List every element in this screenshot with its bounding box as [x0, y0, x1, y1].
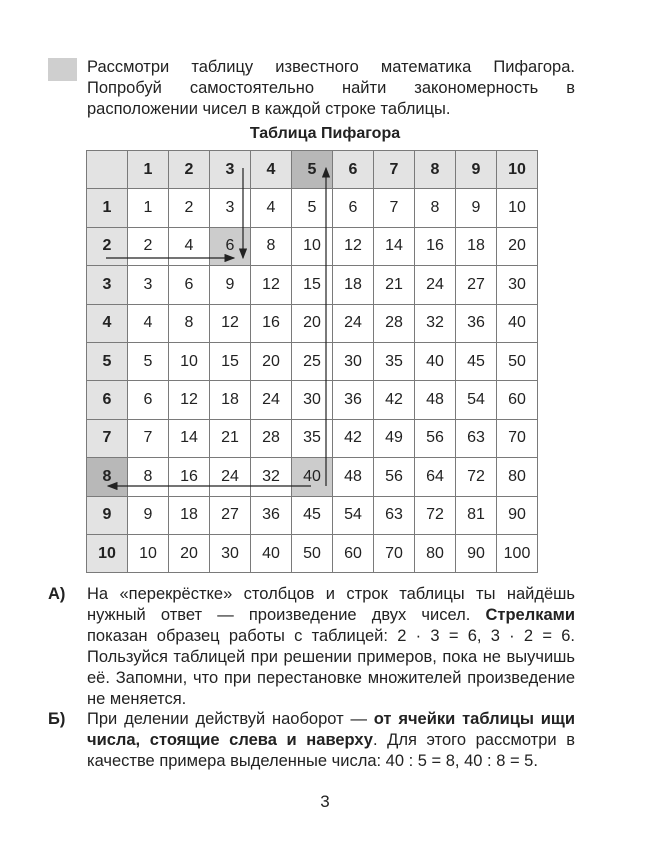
table-cell: 2 [169, 189, 210, 227]
table-cell: 15 [292, 266, 333, 304]
table-cell: 48 [415, 381, 456, 419]
table-cell: 18 [333, 266, 374, 304]
table-cell: 36 [456, 304, 497, 342]
table-cell: 25 [292, 342, 333, 380]
table-cell: 100 [497, 534, 538, 572]
table-cell: 20 [251, 342, 292, 380]
table-cell: 54 [456, 381, 497, 419]
table-cell: 5 [292, 189, 333, 227]
table-row [87, 496, 538, 534]
header-row [87, 151, 538, 189]
table-cell: 54 [333, 496, 374, 534]
table-cell: 40 [497, 304, 538, 342]
table-cell: 7 [374, 189, 415, 227]
paragraph-b [48, 709, 575, 772]
row-header: 7 [87, 419, 128, 457]
table-cell: 30 [210, 534, 251, 572]
table-cell: 16 [251, 304, 292, 342]
paragraph-a-bold: Стрелками [485, 606, 575, 624]
table-cell: 72 [415, 496, 456, 534]
table-cell: 5 [128, 342, 169, 380]
paragraph-b-label: Б) [48, 710, 66, 728]
table-cell: 90 [497, 496, 538, 534]
paragraph-a [48, 584, 575, 710]
table-cell: 18 [169, 496, 210, 534]
row-header: 6 [87, 381, 128, 419]
table-cell: 4 [128, 304, 169, 342]
table-cell: 3 [210, 189, 251, 227]
column-header: 3 [210, 151, 251, 189]
table-cell: 36 [251, 496, 292, 534]
table-cell: 10 [292, 227, 333, 265]
table-cell: 30 [292, 381, 333, 419]
table-cell: 28 [251, 419, 292, 457]
row-header: 9 [87, 496, 128, 534]
table-cell: 10 [128, 534, 169, 572]
table-cell: 20 [497, 227, 538, 265]
corner-cell [87, 151, 128, 189]
table-cell: 12 [210, 304, 251, 342]
column-header: 5 [292, 151, 333, 189]
table-cell: 4 [251, 189, 292, 227]
table-cell: 60 [497, 381, 538, 419]
table-cell: 18 [210, 381, 251, 419]
table-cell: 27 [456, 266, 497, 304]
table-cell: 70 [374, 534, 415, 572]
table-cell: 6 [333, 189, 374, 227]
column-header: 10 [497, 151, 538, 189]
table-cell: 81 [456, 496, 497, 534]
table-cell: 80 [497, 458, 538, 496]
column-header: 8 [415, 151, 456, 189]
table-cell: 42 [374, 381, 415, 419]
table-cell: 8 [251, 227, 292, 265]
table-cell: 45 [456, 342, 497, 380]
table-row [87, 304, 538, 342]
table-row [87, 342, 538, 380]
highlighted-cell: 40 [292, 458, 333, 496]
table-cell: 10 [497, 189, 538, 227]
intro-marker [48, 58, 77, 81]
table-cell: 8 [169, 304, 210, 342]
table-cell: 50 [497, 342, 538, 380]
table-cell: 15 [210, 342, 251, 380]
table-cell: 63 [374, 496, 415, 534]
row-header: 1 [87, 189, 128, 227]
column-header: 2 [169, 151, 210, 189]
row-header: 4 [87, 304, 128, 342]
column-header: 6 [333, 151, 374, 189]
column-header: 7 [374, 151, 415, 189]
table-cell: 64 [415, 458, 456, 496]
paragraph-b-part2: . Для этого рассмотри в качестве примера выделенные числа: 40 : 5 = 8, 40 : 8 = 5. [87, 731, 575, 770]
table-cell: 14 [374, 227, 415, 265]
table-caption: Таблица Пифагора [249, 125, 401, 142]
table-cell: 9 [210, 266, 251, 304]
pythagoras-table-wrapper [86, 150, 538, 573]
table-cell: 24 [251, 381, 292, 419]
table-cell: 12 [333, 227, 374, 265]
paragraph-a-part1: На «перекрёстке» столбцов и строк таблицы ты найдёшь нужный ответ — произведение двух чисел. [87, 585, 575, 624]
table-cell: 10 [169, 342, 210, 380]
table-cell: 30 [497, 266, 538, 304]
table-cell: 6 [169, 266, 210, 304]
table-cell: 48 [333, 458, 374, 496]
intro-text: Рассмотри таблицу известного математика Пифагора. Попробуй самостоятельно найти закономерность в расположении чисел в каждой строке таблицы. [87, 58, 575, 118]
paragraph-b-bold: от ячейки таблицы ищи числа, стоящие слева и наверху [87, 710, 575, 749]
table-cell: 40 [251, 534, 292, 572]
table-cell: 9 [456, 189, 497, 227]
table-cell: 32 [251, 458, 292, 496]
table-cell: 60 [333, 534, 374, 572]
table-cell: 21 [374, 266, 415, 304]
table-cell: 50 [292, 534, 333, 572]
table-cell: 35 [292, 419, 333, 457]
column-header: 9 [456, 151, 497, 189]
table-cell: 16 [169, 458, 210, 496]
table-cell: 1 [128, 189, 169, 227]
row-header: 2 [87, 227, 128, 265]
table-cell: 45 [292, 496, 333, 534]
pythagoras-table [86, 150, 538, 573]
table-cell: 27 [210, 496, 251, 534]
paragraph-b-text [87, 709, 575, 772]
table-cell: 36 [333, 381, 374, 419]
page-number: 3 [320, 792, 330, 811]
table-cell: 56 [415, 419, 456, 457]
table-cell: 24 [333, 304, 374, 342]
table-cell: 20 [169, 534, 210, 572]
table-cell: 12 [251, 266, 292, 304]
table-cell: 2 [128, 227, 169, 265]
table-cell: 4 [169, 227, 210, 265]
table-cell: 35 [374, 342, 415, 380]
table-cell: 8 [415, 189, 456, 227]
table-cell: 24 [415, 266, 456, 304]
table-row [87, 381, 538, 419]
table-cell: 6 [128, 381, 169, 419]
table-cell: 63 [456, 419, 497, 457]
table-cell: 20 [292, 304, 333, 342]
table-cell: 72 [456, 458, 497, 496]
table-cell: 30 [333, 342, 374, 380]
row-header: 3 [87, 266, 128, 304]
table-cell: 9 [128, 496, 169, 534]
table-row [87, 534, 538, 572]
paragraph-a-label: А) [48, 585, 66, 603]
paragraph-a-text [87, 584, 575, 710]
table-row [87, 189, 538, 227]
paragraph-b-part1: При делении действуй наоборот — [87, 710, 374, 728]
table-cell: 18 [456, 227, 497, 265]
table-row [87, 266, 538, 304]
table-cell: 32 [415, 304, 456, 342]
table-cell: 42 [333, 419, 374, 457]
table-cell: 70 [497, 419, 538, 457]
highlighted-cell: 6 [210, 227, 251, 265]
table-cell: 28 [374, 304, 415, 342]
table-cell: 16 [415, 227, 456, 265]
table-cell: 12 [169, 381, 210, 419]
table-cell: 8 [128, 458, 169, 496]
table-cell: 3 [128, 266, 169, 304]
table-cell: 80 [415, 534, 456, 572]
row-header: 8 [87, 458, 128, 496]
table-cell: 40 [415, 342, 456, 380]
row-header: 5 [87, 342, 128, 380]
table-cell: 14 [169, 419, 210, 457]
column-header: 4 [251, 151, 292, 189]
column-header: 1 [128, 151, 169, 189]
table-cell: 24 [210, 458, 251, 496]
table-cell: 56 [374, 458, 415, 496]
table-cell: 90 [456, 534, 497, 572]
paragraph-a-part2: показан образец работы с таблицей: 2 · 3 = 6, 3 · 2 = 6. Пользуйся таблицей при решении примеров, пока не выучишь её. Запомни, что при перестановке множителей произведение не меняется. [87, 627, 575, 708]
table-row [87, 458, 538, 496]
table-row [87, 227, 538, 265]
table-row [87, 419, 538, 457]
row-header: 10 [87, 534, 128, 572]
table-cell: 49 [374, 419, 415, 457]
table-cell: 21 [210, 419, 251, 457]
table-cell: 7 [128, 419, 169, 457]
